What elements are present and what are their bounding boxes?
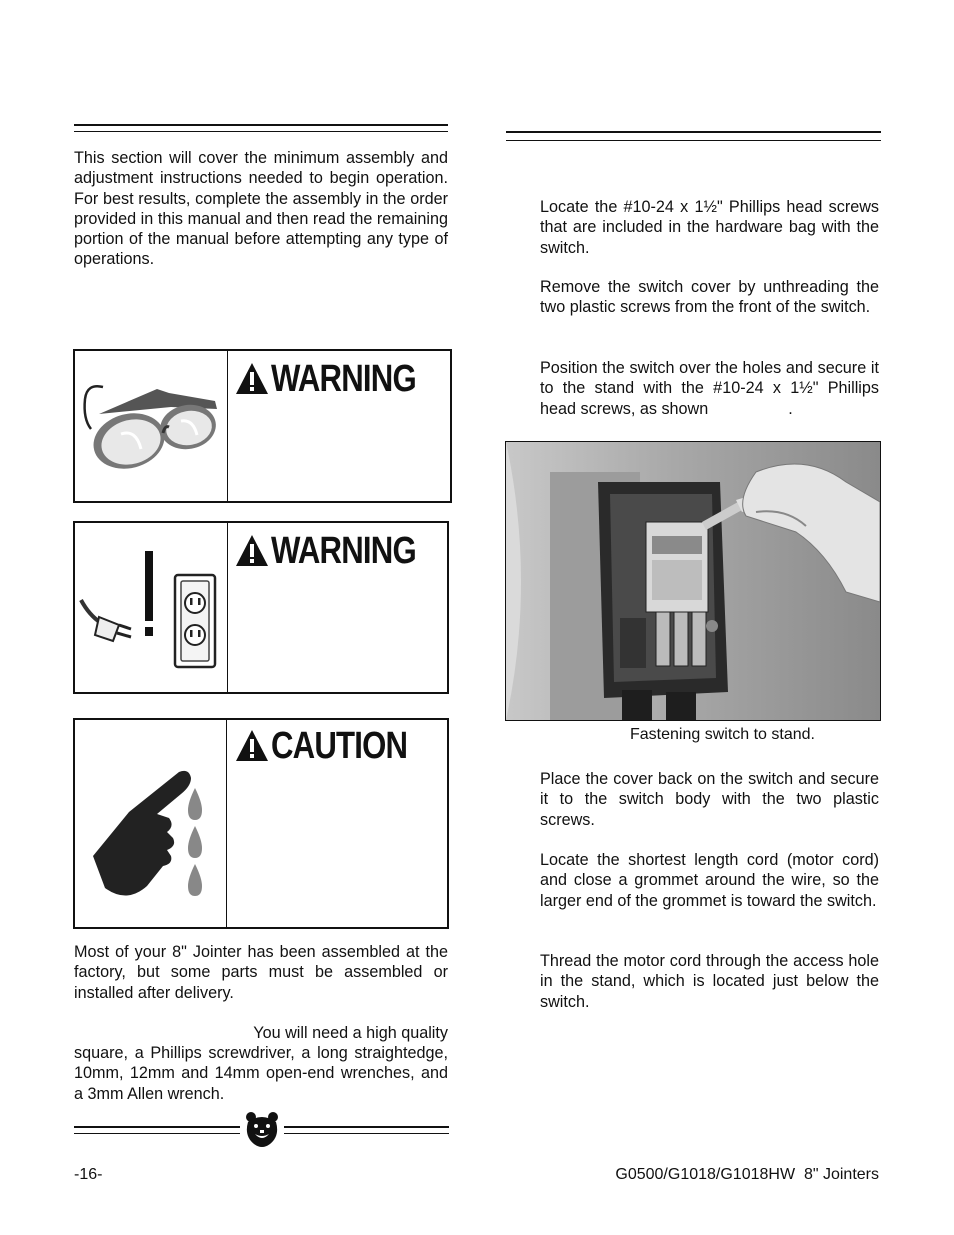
step-locate-screws: Locate the #10-24 x 1½" Phillips head screws that are included in the hardware bag with the switch. — [540, 198, 879, 257]
caution-label: CAUTION — [271, 725, 408, 767]
safety-glasses-icon — [81, 379, 221, 479]
step-position-switch-text: Position the switch over the holes and secure it to the stand with the #10-24 x 1½" Phillips head screws, as shown — [540, 359, 879, 418]
tools-needed-paragraph: square, a Phillips screwdriver, a long straightedge, 10mm, 12mm and 14mm open-end wrenches, and a 3mm Allen wrench. — [74, 1044, 448, 1103]
step-replace-cover: Place the cover back on the switch and secure it to the switch body with the two plastic screws. — [540, 770, 879, 829]
footer-model-title: G0500/G1018/G1018HW 8" Jointers — [615, 1166, 879, 1183]
warning-triangle-icon — [235, 362, 269, 396]
left-heading-rule-top — [74, 124, 448, 126]
step-position-switch-period: . — [788, 399, 793, 418]
page-number: -16- — [74, 1166, 103, 1183]
switch-mounting-photo-icon — [506, 442, 880, 720]
warning-label: WARNING — [271, 530, 416, 572]
right-heading-rule-bottom — [506, 140, 881, 141]
step-thread-cord: Thread the motor cord through the access hole in the stand, which is located just below the switch. — [540, 952, 879, 1011]
warning-box-disconnect-power — [73, 521, 449, 694]
assembly-paragraph: Most of your 8" Jointer has been assembled at the factory, but some parts must be assembled or installed after delivery. — [74, 943, 448, 1002]
warning-label: WARNING — [271, 358, 416, 400]
step-grommet: Locate the shortest length cord (motor cord) and close a grommet around the wire, so the larger end of the grommet is toward the switch. — [540, 851, 879, 910]
cut-finger-icon — [87, 764, 222, 904]
footer-ornament — [74, 1108, 449, 1150]
figure-caption: Fastening switch to stand. — [630, 726, 815, 743]
step-remove-cover: Remove the switch cover by unthreading the two plastic screws from the front of the switch. — [540, 278, 879, 317]
caution-box-sharp-edges — [73, 718, 449, 929]
left-heading-rule-bottom — [74, 131, 448, 132]
bear-head-logo-icon — [244, 1110, 280, 1148]
switch-photo-figure — [505, 441, 881, 721]
warning-box-eye-protection — [73, 349, 452, 503]
right-heading-rule-top — [506, 131, 881, 133]
step-position-switch — [540, 358, 879, 419]
plug-outlet-icon — [79, 545, 224, 675]
tools-needed-first-line: You will need a high quality — [253, 1024, 448, 1042]
intro-paragraph: This section will cover the minimum assembly and adjustment instructions needed to begin operation. For best results, complete the assembly in the order provided in this manual and then read the remaining portion of the manual before attempting any type of operations. — [74, 149, 448, 269]
warning-triangle-icon — [235, 534, 269, 568]
caution-triangle-icon — [235, 729, 269, 763]
